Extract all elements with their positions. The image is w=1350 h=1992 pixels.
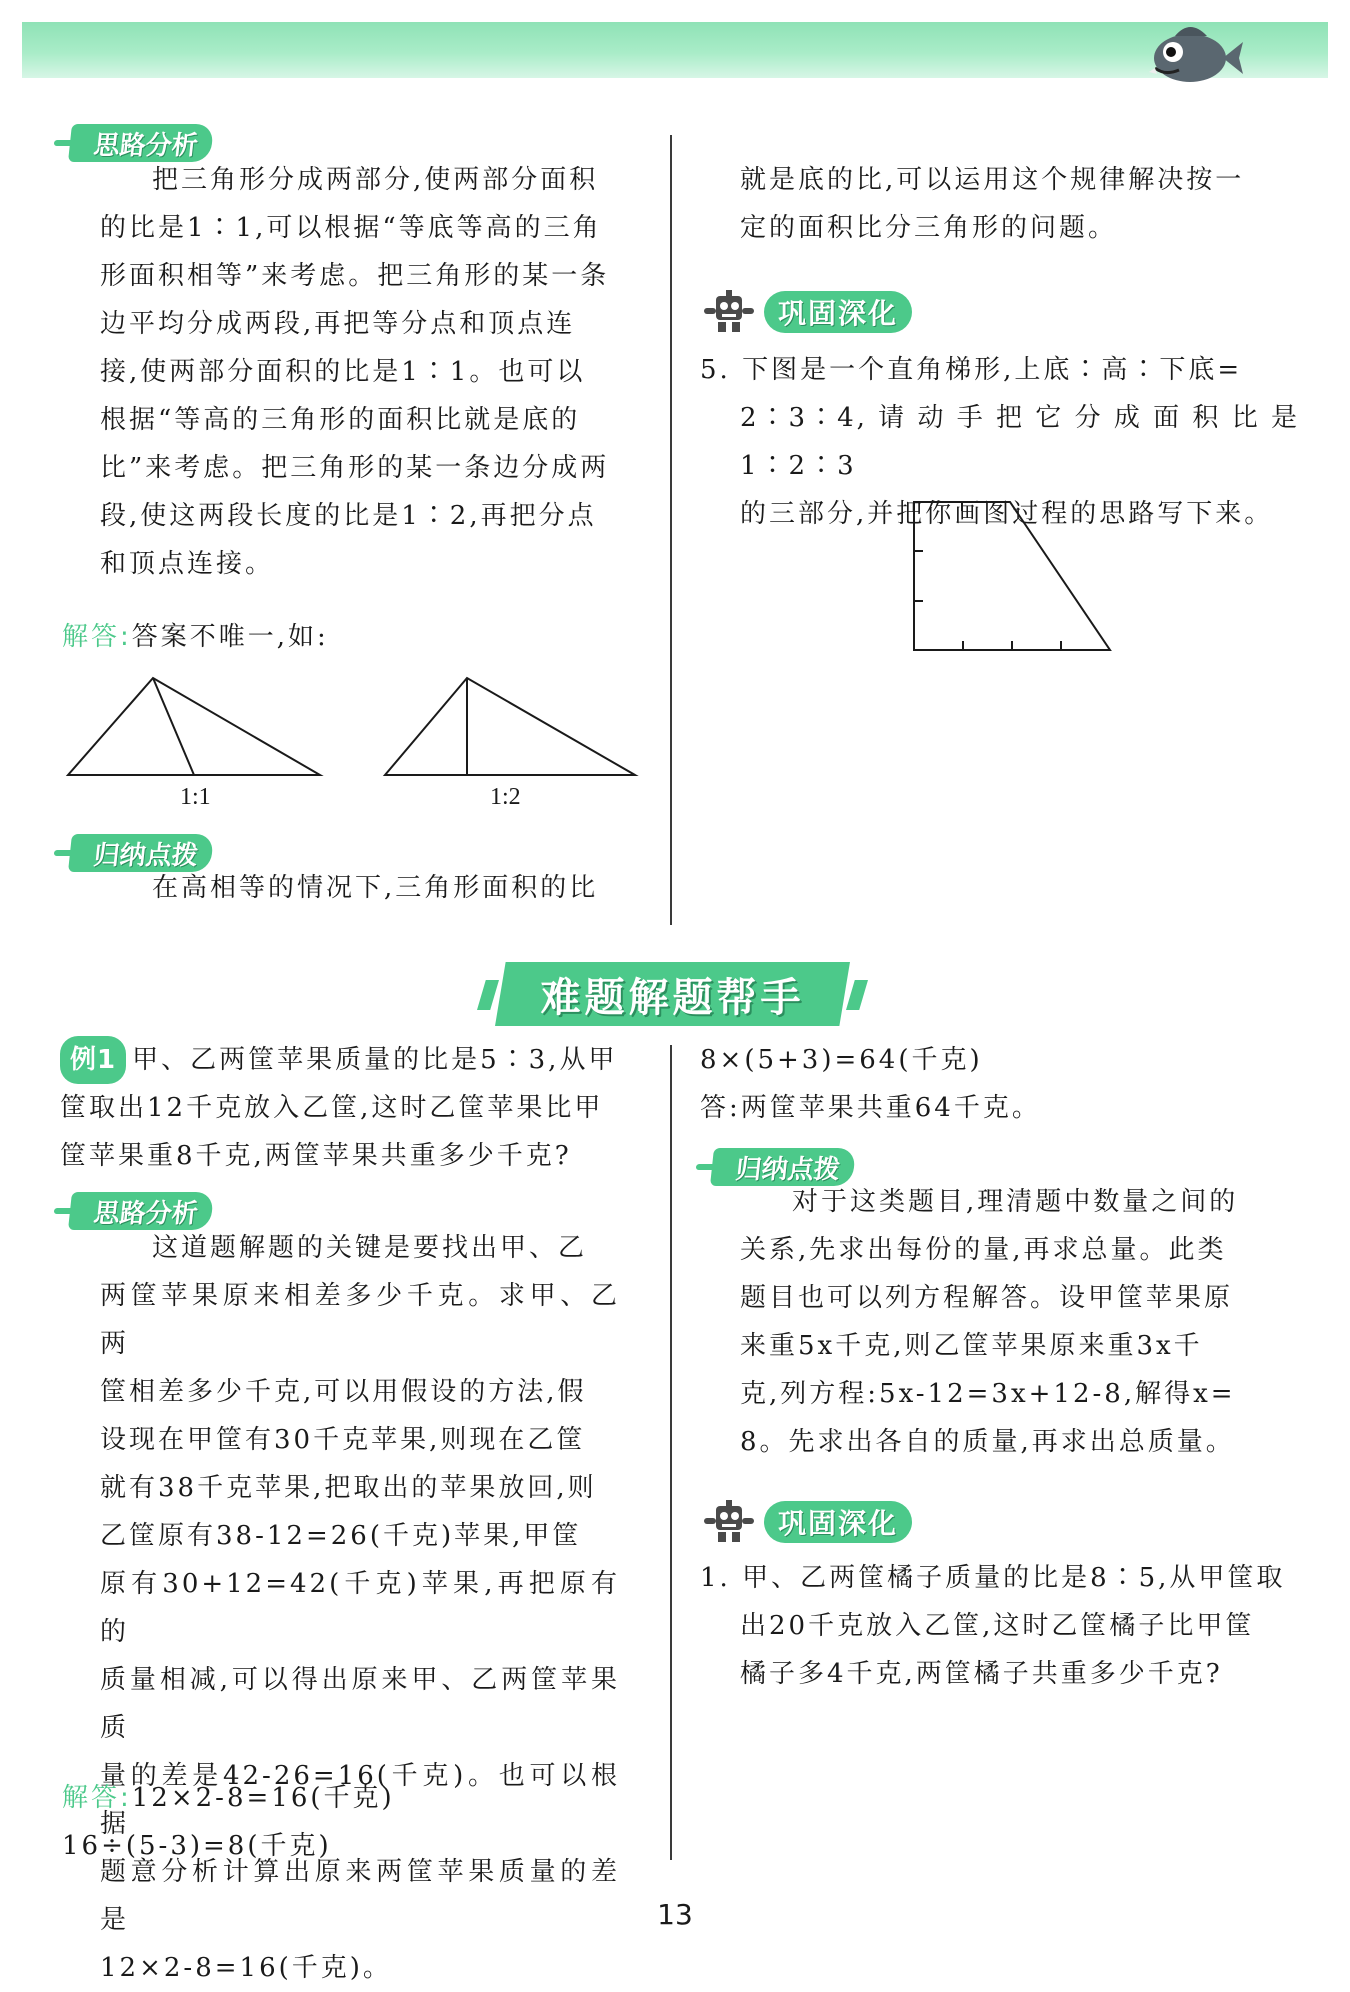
text-line: 题意分析计算出原来两筐苹果质量的差是 xyxy=(100,1857,620,1935)
text-line: 把三角形分成两部分,使两部分面积 xyxy=(152,165,599,195)
summary-badge-bottom: 归纳点拨 xyxy=(710,1148,856,1186)
text-line: 2∶3∶4,请动手把它分成面积比是1∶2∶3 xyxy=(740,403,1300,481)
text-line: 段,使这两段长度的比是1∶2,再把分点 xyxy=(100,501,597,531)
answer-label: 解答: xyxy=(62,1783,132,1813)
ratio-label-left: 1:1 xyxy=(180,784,211,810)
text-line: 就有38千克苹果,把取出的苹果放回,则 xyxy=(100,1473,597,1503)
summary-badge-top: 归纳点拨 xyxy=(68,834,214,872)
page-number: 13 xyxy=(657,1898,693,1931)
text-line: 筐取出12千克放入乙筐,这时乙筐苹果比甲 xyxy=(60,1093,604,1123)
section-banner xyxy=(495,962,850,1026)
text-line: 和顶点连接。 xyxy=(100,549,275,579)
consolidate-label: 巩固深化 xyxy=(764,291,912,333)
example-tag: 例1 xyxy=(60,1036,126,1084)
text-line: 接,使两部分面积的比是1∶1。也可以 xyxy=(100,357,586,387)
exercise-1 xyxy=(700,1554,1300,1698)
text-line: 出20千克放入乙筐,这时乙筐橘子比甲筐 xyxy=(740,1611,1255,1641)
triangle-one-to-two xyxy=(385,678,635,775)
trapezoid-figure xyxy=(910,498,1122,656)
robot-mascot-icon xyxy=(702,1500,758,1544)
text-line xyxy=(60,1036,650,1084)
example-1 xyxy=(60,1036,650,1180)
text-line xyxy=(62,1774,642,1822)
fish-mascot-icon xyxy=(1135,16,1245,96)
text-line: 形面积相等”来考虑。把三角形的某一条 xyxy=(100,261,610,291)
text-line: 答:两筐苹果共重64千克。 xyxy=(700,1093,1041,1123)
text-line: 5. 下图是一个直角梯形,上底∶高∶下底= xyxy=(700,355,1243,385)
text-line: 定的面积比分三角形的问题。 xyxy=(740,213,1118,243)
text-line: 的比是1∶1,可以根据“等底等高的三角 xyxy=(100,213,602,243)
answer-line-2: 16÷(5-3)=8(千克) xyxy=(62,1831,332,1861)
analysis-text-bottom xyxy=(100,1224,620,1992)
summary-text-bottom xyxy=(740,1178,1280,1466)
text-line: 原有30+12=42(千克)苹果,再把原有的 xyxy=(100,1569,620,1647)
text-line: 两筐苹果原来相差多少千克。求甲、乙两 xyxy=(100,1281,620,1359)
answer-label: 解答: xyxy=(62,622,132,652)
text-line: 就是底的比,可以运用这个规律解决按一 xyxy=(740,165,1245,195)
triangles-figure xyxy=(60,670,650,780)
text-line: 8。先求出各自的质量,再求出总质量。 xyxy=(740,1427,1235,1457)
text-line: 筐相差多少千克,可以用假设的方法,假 xyxy=(100,1377,587,1407)
text-line: 1. 甲、乙两筐橘子质量的比是8∶5,从甲筐取 xyxy=(700,1563,1286,1593)
section-title: 难题解题帮手 xyxy=(540,974,805,1021)
text-line: 的三部分,并把你画图过程的思路写下来。 xyxy=(740,499,1274,529)
summary-continued-top xyxy=(740,156,1280,252)
column-divider-top xyxy=(670,135,672,925)
robot-mascot-icon xyxy=(702,290,758,334)
analysis-text-top xyxy=(100,156,620,588)
summary-text-top xyxy=(100,864,630,912)
analysis-badge-top: 思路分析 xyxy=(68,124,214,162)
text-line: 橘子多4千克,两筐橘子共重多少千克? xyxy=(740,1659,1223,1689)
consolidate-badge-bottom xyxy=(702,1500,912,1544)
text-line: 比”来考虑。把三角形的某一条边分成两 xyxy=(100,453,610,483)
text-line: 克,列方程:5x-12=3x+12-8,解得x= xyxy=(740,1379,1236,1409)
consolidate-label: 巩固深化 xyxy=(764,1501,912,1543)
header-band xyxy=(22,22,1328,78)
text-line: 质量相减,可以得出原来甲、乙两筐苹果质 xyxy=(100,1665,620,1743)
text-line: 在高相等的情况下,三角形面积的比 xyxy=(152,873,599,903)
text-line: 边平均分成两段,再把等分点和顶点连 xyxy=(100,309,576,339)
text-line: 12×2-8=16(千克)。 xyxy=(100,1953,392,1983)
text-line: 量的差是42-26=16(千克)。也可以根据 xyxy=(100,1761,620,1839)
analysis-badge-bottom: 思路分析 xyxy=(68,1192,214,1230)
answer-line-1: 12×2-8=16(千克) xyxy=(131,1783,395,1813)
answer-text: 答案不唯一,如: xyxy=(131,622,329,652)
consolidate-badge-top xyxy=(702,290,912,334)
answer-row-top xyxy=(62,613,622,661)
example-line-first: 甲、乙两筐苹果质量的比是5∶3,从甲 xyxy=(132,1045,618,1075)
answer-row-bottom xyxy=(62,1774,642,1870)
text-line: 这道题解题的关键是要找出甲、乙 xyxy=(152,1233,588,1263)
text-line: 题目也可以列方程解答。设甲筐苹果原 xyxy=(740,1283,1234,1313)
ratio-label-right: 1:2 xyxy=(490,784,521,810)
column-divider-bottom xyxy=(670,1045,672,1860)
text-line: 对于这类题目,理清题中数量之间的 xyxy=(792,1187,1239,1217)
text-line: 根据“等高的三角形的面积比就是底的 xyxy=(100,405,581,435)
text-line: 筐苹果重8千克,两筐苹果共重多少千克? xyxy=(60,1141,572,1171)
text-line: 来重5x千克,则乙筐苹果原来重3x千 xyxy=(740,1331,1203,1361)
text-line: 8×(5+3)=64(千克) xyxy=(700,1045,983,1075)
triangle-one-to-one xyxy=(68,678,320,775)
text-line: 乙筐原有38-12=26(千克)苹果,甲筐 xyxy=(100,1521,582,1551)
text-line: 设现在甲筐有30千克苹果,则现在乙筐 xyxy=(100,1425,586,1455)
answer-continued-bottom xyxy=(700,1036,1280,1132)
text-line: 关系,先求出每份的量,再求总量。此类 xyxy=(740,1235,1227,1265)
